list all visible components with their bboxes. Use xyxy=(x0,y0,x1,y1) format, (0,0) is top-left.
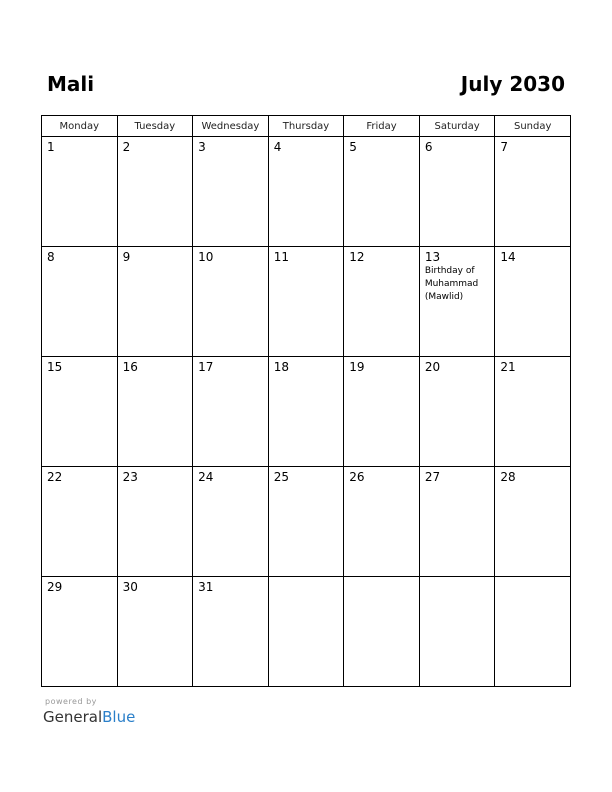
day-number: 18 xyxy=(273,360,289,374)
day-cell xyxy=(268,467,344,577)
day-number: 10 xyxy=(198,250,214,264)
day-number: 7 xyxy=(500,140,509,154)
day-cell xyxy=(117,577,193,687)
day-number: 19 xyxy=(349,360,365,374)
day-number: 27 xyxy=(424,470,441,484)
day-cell xyxy=(117,357,193,467)
generalblue-logo[interactable] xyxy=(43,708,135,726)
day-cell xyxy=(495,467,571,577)
day-cell xyxy=(344,467,420,577)
day-number: 28 xyxy=(500,470,516,484)
day-number: 31 xyxy=(198,580,214,594)
day-cell xyxy=(495,357,571,467)
powered-by-text: powered by xyxy=(45,697,97,706)
empty-day-cell xyxy=(344,577,420,687)
day-number: 9 xyxy=(122,250,131,264)
week-row xyxy=(42,247,571,357)
day-number: 8 xyxy=(47,250,55,264)
day-number: 15 xyxy=(47,360,63,374)
day-number: 24 xyxy=(198,470,214,484)
day-number: 21 xyxy=(500,360,516,374)
day-number: 6 xyxy=(424,140,433,154)
day-cell xyxy=(344,357,420,467)
day-number: 29 xyxy=(47,580,63,594)
day-cell xyxy=(42,247,118,357)
day-number: 26 xyxy=(349,470,365,484)
weekday-header: Wednesday xyxy=(193,116,269,137)
day-cell xyxy=(419,467,495,577)
day-number: 25 xyxy=(273,470,289,484)
day-number: 1 xyxy=(47,140,55,154)
day-cell xyxy=(419,247,495,357)
day-number: 5 xyxy=(349,140,357,154)
week-row xyxy=(42,467,571,577)
day-cell xyxy=(268,357,344,467)
day-cell xyxy=(193,357,269,467)
weekday-header: Sunday xyxy=(495,116,571,137)
day-cell xyxy=(42,577,118,687)
day-number: 13 xyxy=(424,250,441,264)
empty-day-cell xyxy=(268,577,344,687)
empty-day-cell xyxy=(419,577,495,687)
logo-general-text: General xyxy=(43,708,103,726)
day-cell xyxy=(268,247,344,357)
day-number: 4 xyxy=(273,140,282,154)
day-cell xyxy=(419,137,495,247)
empty-day-cell xyxy=(495,577,571,687)
day-cell xyxy=(193,577,269,687)
day-cell xyxy=(344,247,420,357)
day-cell xyxy=(42,467,118,577)
day-cell xyxy=(344,137,420,247)
day-cell xyxy=(193,467,269,577)
day-cell xyxy=(193,137,269,247)
day-cell xyxy=(42,357,118,467)
weekday-header: Thursday xyxy=(268,116,344,137)
day-cell xyxy=(42,137,118,247)
day-cell xyxy=(117,247,193,357)
day-number: 16 xyxy=(122,360,138,374)
day-number: 3 xyxy=(198,140,206,154)
month-year-title: July 2030 xyxy=(460,72,565,96)
day-cell xyxy=(419,357,495,467)
calendar-grid xyxy=(41,115,571,687)
day-cell xyxy=(117,467,193,577)
day-cell xyxy=(268,137,344,247)
holiday-label: Birthday of Muhammad (Mawlid) xyxy=(424,266,479,302)
day-cell xyxy=(495,247,571,357)
day-number: 20 xyxy=(424,360,441,374)
week-row xyxy=(42,137,571,247)
logo-blue-text: Blue xyxy=(102,708,136,726)
day-number: 11 xyxy=(273,250,289,264)
day-number: 23 xyxy=(122,470,138,484)
weekday-header-row xyxy=(42,116,571,137)
day-number: 17 xyxy=(198,360,214,374)
day-cell xyxy=(193,247,269,357)
week-row xyxy=(42,577,571,687)
weekday-header: Saturday xyxy=(419,116,495,137)
day-number: 12 xyxy=(349,250,365,264)
weekday-header: Friday xyxy=(344,116,420,137)
day-number: 14 xyxy=(500,250,516,264)
day-cell xyxy=(495,137,571,247)
day-cell xyxy=(117,137,193,247)
week-row xyxy=(42,357,571,467)
day-number: 22 xyxy=(47,470,63,484)
weekday-header: Tuesday xyxy=(117,116,193,137)
day-number: 30 xyxy=(122,580,138,594)
country-title: Mali xyxy=(47,72,95,96)
weekday-header: Monday xyxy=(42,116,118,137)
day-number: 2 xyxy=(122,140,131,154)
